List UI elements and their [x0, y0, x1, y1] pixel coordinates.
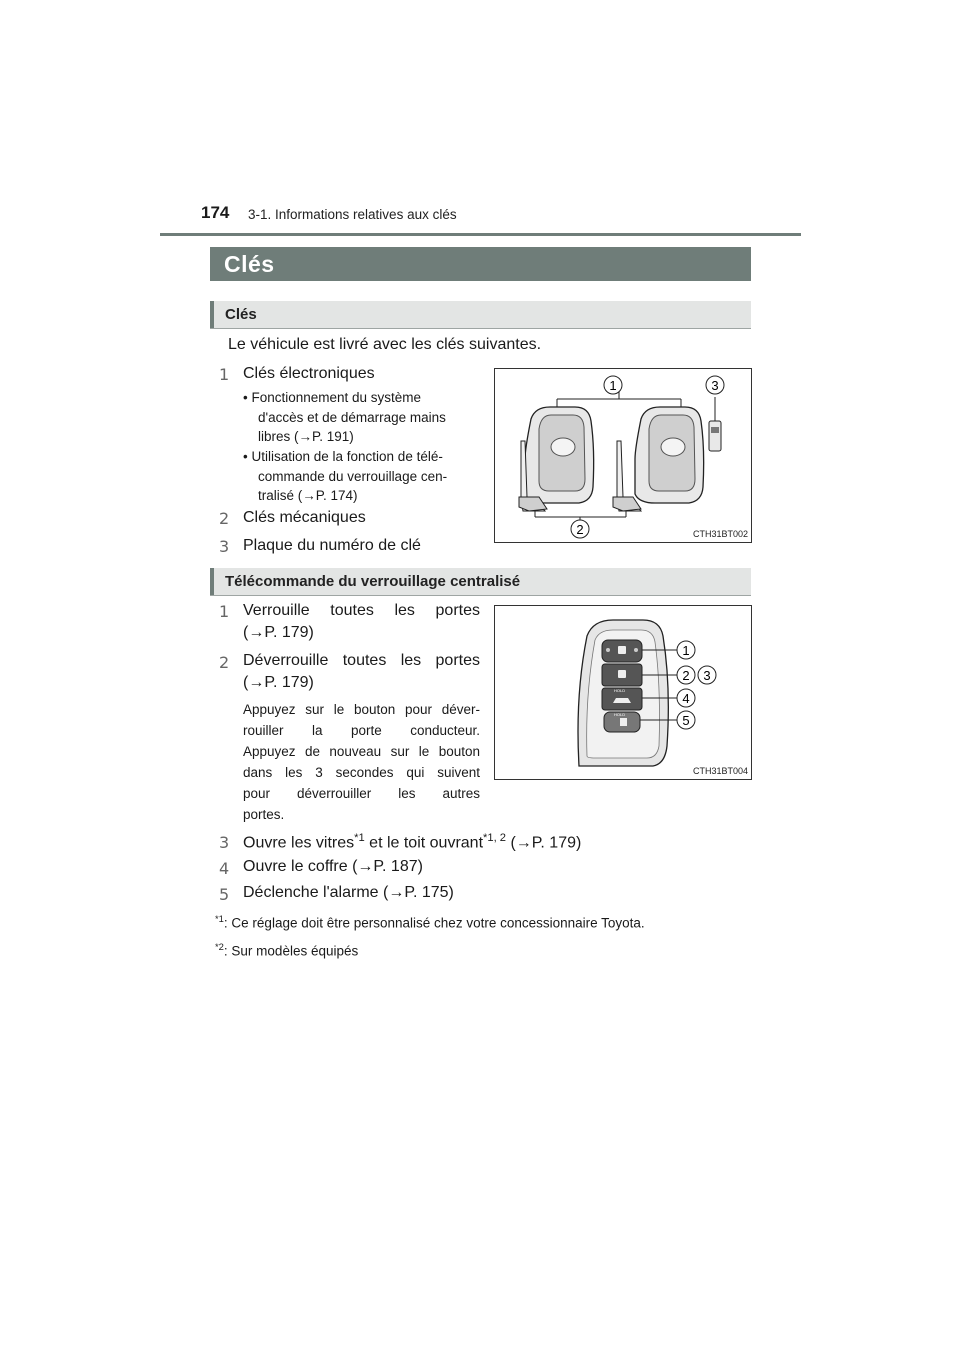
figure-code: CTH31BT004 — [692, 766, 748, 776]
lock-icon — [618, 646, 626, 654]
bullet-1-line1-text: • Fonctionnement du système — [243, 390, 422, 405]
item-number: 2 — [219, 653, 230, 672]
bullet-2-line3: tralisé (→P. 174) — [258, 488, 358, 503]
note-line: Appuyez de nouveau sur le bouton — [243, 744, 480, 759]
keys-illustration — [495, 369, 751, 542]
subsection-keys-title: Clés — [225, 306, 257, 323]
footnote-text: : Ce réglage doit être personnalisé chez votre concessionnaire Toyota. — [223, 915, 645, 931]
callout-2: 2 — [682, 668, 690, 683]
keys-figure — [494, 368, 752, 543]
subsection-remote-title: Télécommande du verrouillage centralisé — [225, 573, 521, 590]
callout-4: 4 — [682, 691, 690, 706]
chapter-title: 3-1. Informations relatives aux clés — [248, 207, 457, 222]
item-number: 3 — [219, 537, 230, 556]
remote-item-alarm: Déclenche l'alarme (→P. 175) — [243, 884, 454, 901]
remote-item-lock-line1: Verrouille toutes les portes — [243, 602, 480, 619]
bullet-1-line3: libres (→P. 191) — [258, 429, 354, 444]
callout-3: 3 — [703, 668, 711, 683]
keys-item-mechanical: Clés mécaniques — [243, 509, 366, 526]
callout-1: 1 — [609, 378, 617, 393]
trunk-icon — [613, 698, 631, 703]
item-number: 5 — [219, 885, 230, 904]
remote-item-trunk: Ouvre le coffre (→P. 187) — [243, 858, 423, 875]
keys-item-electronic: Clés électroniques — [243, 365, 375, 382]
alarm-icon — [620, 718, 627, 726]
footnote-mark: *2 — [215, 942, 224, 953]
remote-item-lock-line2: (→P. 179) — [243, 624, 314, 641]
bullet-2 — [243, 447, 480, 506]
electronic-key-icon — [525, 407, 594, 503]
footnote-2 — [215, 942, 358, 959]
note-line: rouiller la porte conducteur. — [243, 723, 480, 738]
bullet-1-line1 — [243, 388, 480, 408]
electronic-key-icon — [635, 407, 704, 503]
subsection-accent — [210, 301, 214, 328]
remote-item-windows — [243, 832, 581, 852]
footnote-text: : Sur modèles équipés — [223, 943, 359, 959]
callout-3: 3 — [711, 378, 719, 393]
remote-illustration — [495, 606, 751, 779]
footnote-mark: *1 — [215, 914, 224, 925]
item-number: 2 — [219, 509, 230, 528]
bullet-1 — [243, 388, 480, 447]
remote-item-windows-text: et le toit ouvrant — [364, 834, 484, 852]
callout-1: 1 — [682, 643, 690, 658]
hold-label: HOLD — [614, 688, 626, 693]
remote-item-unlock-line1: Déverrouille toutes les portes — [243, 652, 480, 669]
header-rule — [160, 233, 801, 236]
section-title: Clés — [224, 251, 275, 277]
remote-item-unlock-line2: (→P. 179) — [243, 674, 314, 691]
hold-label: HOLD — [614, 712, 626, 717]
item-number: 4 — [219, 859, 230, 878]
subsection-keys-header — [210, 301, 751, 329]
item-number: 1 — [219, 365, 230, 384]
remote-figure — [494, 605, 752, 780]
remote-item-windows-ref: (→P. 179) — [506, 834, 582, 852]
keys-intro: Le véhicule est livré avec les clés suivantes. — [228, 336, 542, 353]
unlock-note — [243, 699, 480, 825]
figure-code: CTH31BT002 — [692, 529, 748, 539]
remote-item-windows-text: Ouvre les vitres — [243, 834, 355, 852]
footnote-ref: *1, 2 — [483, 832, 507, 844]
item-number: 3 — [219, 833, 230, 852]
subsection-accent — [210, 568, 214, 595]
item-number: 1 — [219, 602, 230, 621]
note-line: portes. — [243, 807, 285, 822]
unlock-icon — [618, 670, 626, 678]
subsection-remote-header — [210, 568, 751, 596]
remote-item-lock — [243, 602, 480, 642]
keys-item-plate: Plaque du numéro de clé — [243, 537, 421, 554]
remote-key-icon — [578, 620, 668, 766]
callout-5: 5 — [682, 713, 690, 728]
note-line: Appuyez sur le bouton pour déver- — [243, 702, 480, 717]
remote-item-unlock — [243, 652, 480, 692]
section-title-bar — [210, 247, 751, 281]
bullet-1-line2: d'accès et de démarrage mains — [258, 409, 446, 425]
note-line: pour déverrouiller les autres — [243, 786, 480, 801]
footnote-ref: *1 — [354, 832, 365, 844]
key-number-plate-icon — [709, 421, 721, 451]
page-number: 174 — [201, 203, 230, 222]
callout-2: 2 — [576, 522, 584, 537]
note-line: dans les 3 secondes qui suivent — [243, 765, 480, 780]
bullet-2-line1: • Utilisation de la fonction de télé- — [243, 449, 443, 464]
bullet-2-line2: commande du verrouillage cen- — [258, 468, 448, 484]
footnote-1 — [215, 914, 645, 931]
